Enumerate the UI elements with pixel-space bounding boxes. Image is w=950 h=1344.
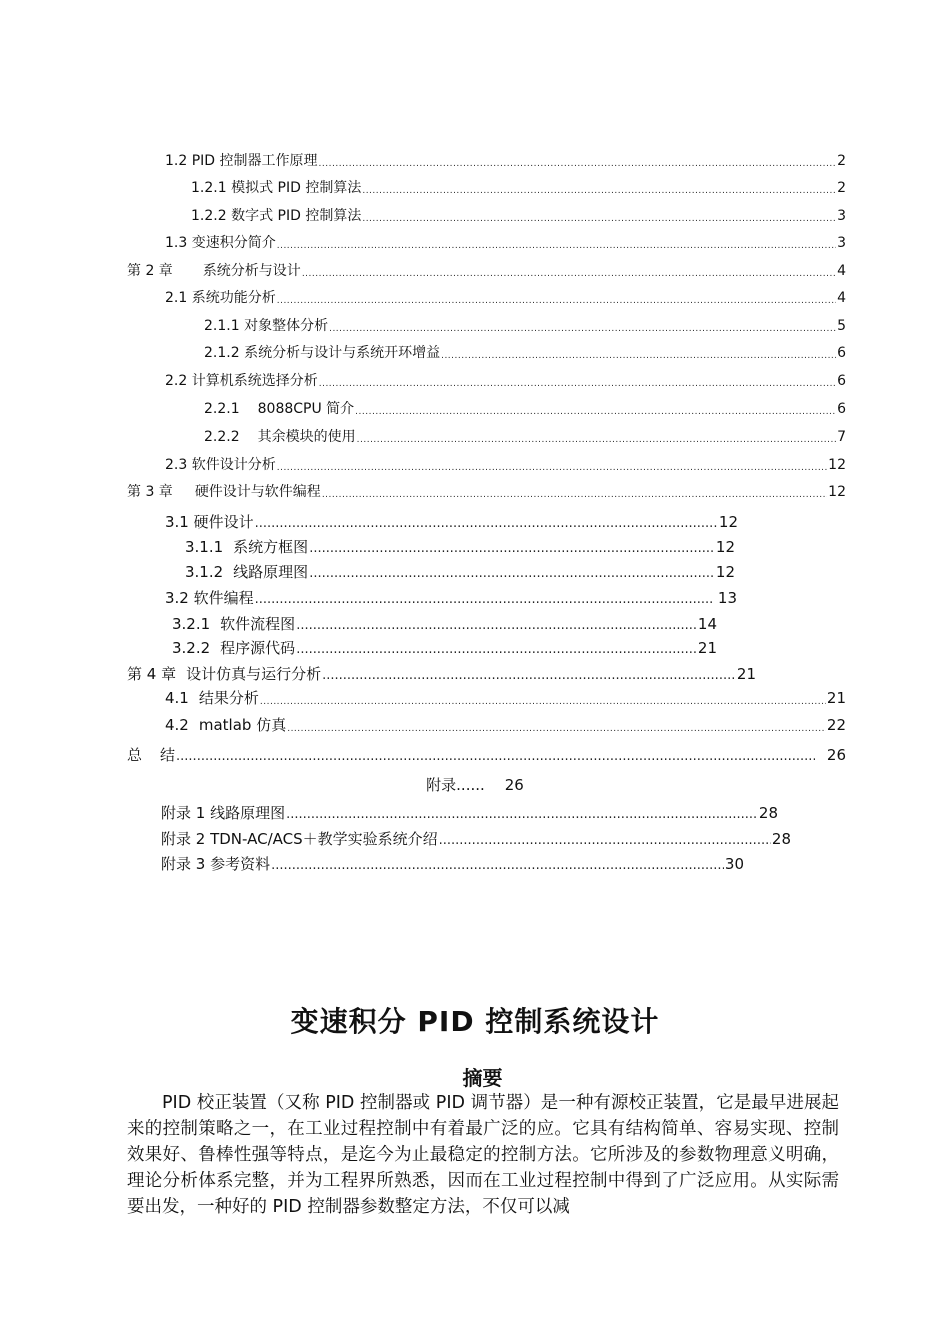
toc-leader [277, 236, 836, 256]
appendix-label: 附录 1 线路原理图 [161, 804, 286, 822]
toc-leader [362, 209, 836, 229]
toc-entry[interactable] [204, 399, 846, 419]
toc-entry[interactable] [185, 562, 735, 582]
toc-label-text: 8088CPU 简介 [257, 401, 355, 417]
toc-leader [260, 692, 826, 712]
toc-chapter: 总 [127, 746, 143, 764]
toc-chapter: 第 2 章 [127, 263, 173, 279]
toc-label-text: 线路原理图 [233, 563, 309, 581]
toc-leader [277, 458, 827, 478]
toc-label: 4.2 [165, 716, 189, 734]
appendix-entry[interactable] [161, 803, 778, 823]
toc-page: 12 [828, 484, 846, 500]
toc-page: 13 [713, 589, 737, 607]
toc-chapter-entry[interactable] [127, 664, 756, 684]
toc-page: 22 [826, 716, 846, 734]
toc-label: 设计仿真与运行分析 [186, 665, 322, 683]
appendix-label: 附录 2 TDN-AC/ACS＋教学实验系统介绍 [161, 830, 438, 848]
toc-entry[interactable] [185, 537, 735, 557]
toc-label: 3.1.1 [185, 538, 224, 556]
toc-entry[interactable] [165, 512, 738, 532]
toc-leader [277, 291, 836, 311]
appendix-header-page: 26 [504, 776, 524, 794]
toc-page: 2 [837, 180, 846, 196]
toc-page: 4 [837, 290, 846, 306]
toc-leader [296, 640, 697, 660]
appendix-entry[interactable] [161, 854, 744, 874]
appendix-page: 28 [758, 804, 778, 822]
toc-label: 3.2 软件编程 [165, 589, 254, 607]
toc-entry[interactable] [165, 233, 846, 253]
toc-page: 21 [736, 665, 756, 683]
toc-page: 2 [837, 153, 846, 169]
toc-label-text: 软件流程图 [220, 615, 296, 633]
toc-page: 5 [837, 318, 846, 334]
toc-entry[interactable] [165, 588, 737, 608]
toc-leader [309, 539, 715, 559]
toc-entry[interactable] [165, 371, 846, 391]
toc-chapter: 第 3 章 [127, 484, 173, 500]
toc-label-text: matlab 仿真 [198, 716, 287, 734]
toc-leader [309, 564, 715, 584]
toc-page: 12 [715, 563, 735, 581]
toc-leader [322, 666, 736, 686]
toc-entry[interactable] [204, 316, 846, 336]
appendix-label: 附录 3 参考资料 [161, 855, 271, 873]
toc-chapter-entry[interactable] [127, 261, 846, 281]
toc-label: 2.1.1 对象整体分析 [204, 318, 329, 334]
toc-leader [357, 430, 836, 450]
toc-entry[interactable] [191, 178, 846, 198]
toc-label: 1.2 PID 控制器工作原理 [165, 153, 318, 169]
toc-leader [302, 264, 836, 284]
toc-entry[interactable] [165, 715, 846, 735]
toc-entry[interactable] [204, 343, 846, 363]
toc-page: 21 [697, 639, 717, 657]
toc-page: 3 [837, 208, 846, 224]
appendix-page: 30 [724, 855, 744, 873]
toc-page: 6 [837, 401, 846, 417]
abstract-heading: 摘要 [462, 1066, 503, 1090]
appendix-header-label: 附录 [426, 776, 457, 794]
toc-page: 14 [697, 615, 717, 633]
toc-label: 1.3 变速积分简介 [165, 235, 276, 251]
toc-label: 2.1 系统功能分析 [165, 290, 276, 306]
document-title: 变速积分 PID 控制系统设计 [290, 1005, 660, 1038]
toc-leader [271, 856, 724, 876]
toc-leader [439, 831, 771, 851]
toc-label-text: 其余模块的使用 [257, 429, 356, 445]
toc-leader [355, 402, 836, 422]
toc-entry[interactable] [204, 427, 846, 447]
toc-entry[interactable] [165, 455, 846, 475]
toc-label-text: 结果分析 [198, 689, 259, 707]
toc-page: 7 [837, 429, 846, 445]
toc-label: 2.3 软件设计分析 [165, 457, 276, 473]
toc-label: 3.1 硬件设计 [165, 513, 254, 531]
toc-page: 3 [837, 235, 846, 251]
toc-page: 26 [826, 746, 846, 764]
toc-entry[interactable] [165, 151, 846, 171]
toc-leader [176, 747, 815, 767]
toc-page: 12 [828, 457, 846, 473]
toc-leader [286, 805, 758, 825]
appendix-page: 28 [771, 830, 791, 848]
appendix-header[interactable] [0, 775, 950, 795]
toc-label: 2.2.1 [204, 401, 240, 417]
toc-label: 4.1 [165, 689, 189, 707]
toc-page: 6 [837, 345, 846, 361]
toc-label: 3.2.2 [172, 639, 211, 657]
toc-leader [255, 514, 718, 534]
toc-entry[interactable] [191, 206, 846, 226]
toc-label: 3.2.1 [172, 615, 211, 633]
toc-page: 4 [837, 263, 846, 279]
toc-leader [255, 590, 713, 610]
toc-label: 2.2.2 [204, 429, 240, 445]
abstract-paragraph: PID 校正装置（又称 PID 控制器或 PID 调节器）是一种有源校正装置，它是最早进展起来的控制策略之一，在工业过程控制中有着最广泛的应。它具有结构简单、容易实现、控制效果好、鲁棒性强等特点，是迄今为止最稳定的控制方法。它所涉及的参数物理意义明确，理论分析体系完整，并为工程界所熟悉，因而在工业过程控制中得到了广泛应用。从实际需要出发，一种好的 PID 控制器参数整定方法，不仅可以减 [127, 1093, 839, 1217]
toc-entry[interactable] [165, 688, 846, 708]
toc-chapter-entry[interactable] [127, 482, 846, 502]
toc-leader [296, 616, 697, 636]
toc-label-text: 程序源代码 [220, 639, 296, 657]
appendix-entry[interactable] [161, 829, 791, 849]
toc-leader [322, 485, 827, 505]
toc-leader [362, 181, 836, 201]
toc-leader [319, 154, 837, 174]
toc-page: 6 [837, 373, 846, 389]
toc-leader [441, 346, 836, 366]
toc-page: 12 [715, 538, 735, 556]
toc-label: 硬件设计与软件编程 [194, 484, 321, 500]
toc-label: 2.2 计算机系统选择分析 [165, 373, 318, 389]
toc-chapter-entry[interactable] [127, 745, 846, 765]
toc-leader [287, 719, 826, 739]
toc-entry[interactable] [165, 288, 846, 308]
toc-entry[interactable] [172, 614, 717, 634]
toc-chapter: 第 4 章 [127, 665, 177, 683]
toc-leader [319, 374, 836, 394]
toc-page: 12 [718, 513, 738, 531]
toc-page: 21 [826, 689, 846, 707]
toc-label: 2.1.2 系统分析与设计与系统开环增益 [204, 345, 441, 361]
toc-label: 结 [160, 746, 176, 764]
toc-entry[interactable] [172, 638, 717, 658]
toc-label-text: 系统方框图 [233, 538, 309, 556]
appendix-header-dots: ...... [456, 776, 485, 794]
toc-label: 3.1.2 [185, 563, 224, 581]
toc-label: 系统分析与设计 [202, 263, 301, 279]
toc-leader [329, 319, 836, 339]
toc-label: 1.2.2 数字式 PID 控制算法 [191, 208, 362, 224]
toc-label: 1.2.1 模拟式 PID 控制算法 [191, 180, 362, 196]
